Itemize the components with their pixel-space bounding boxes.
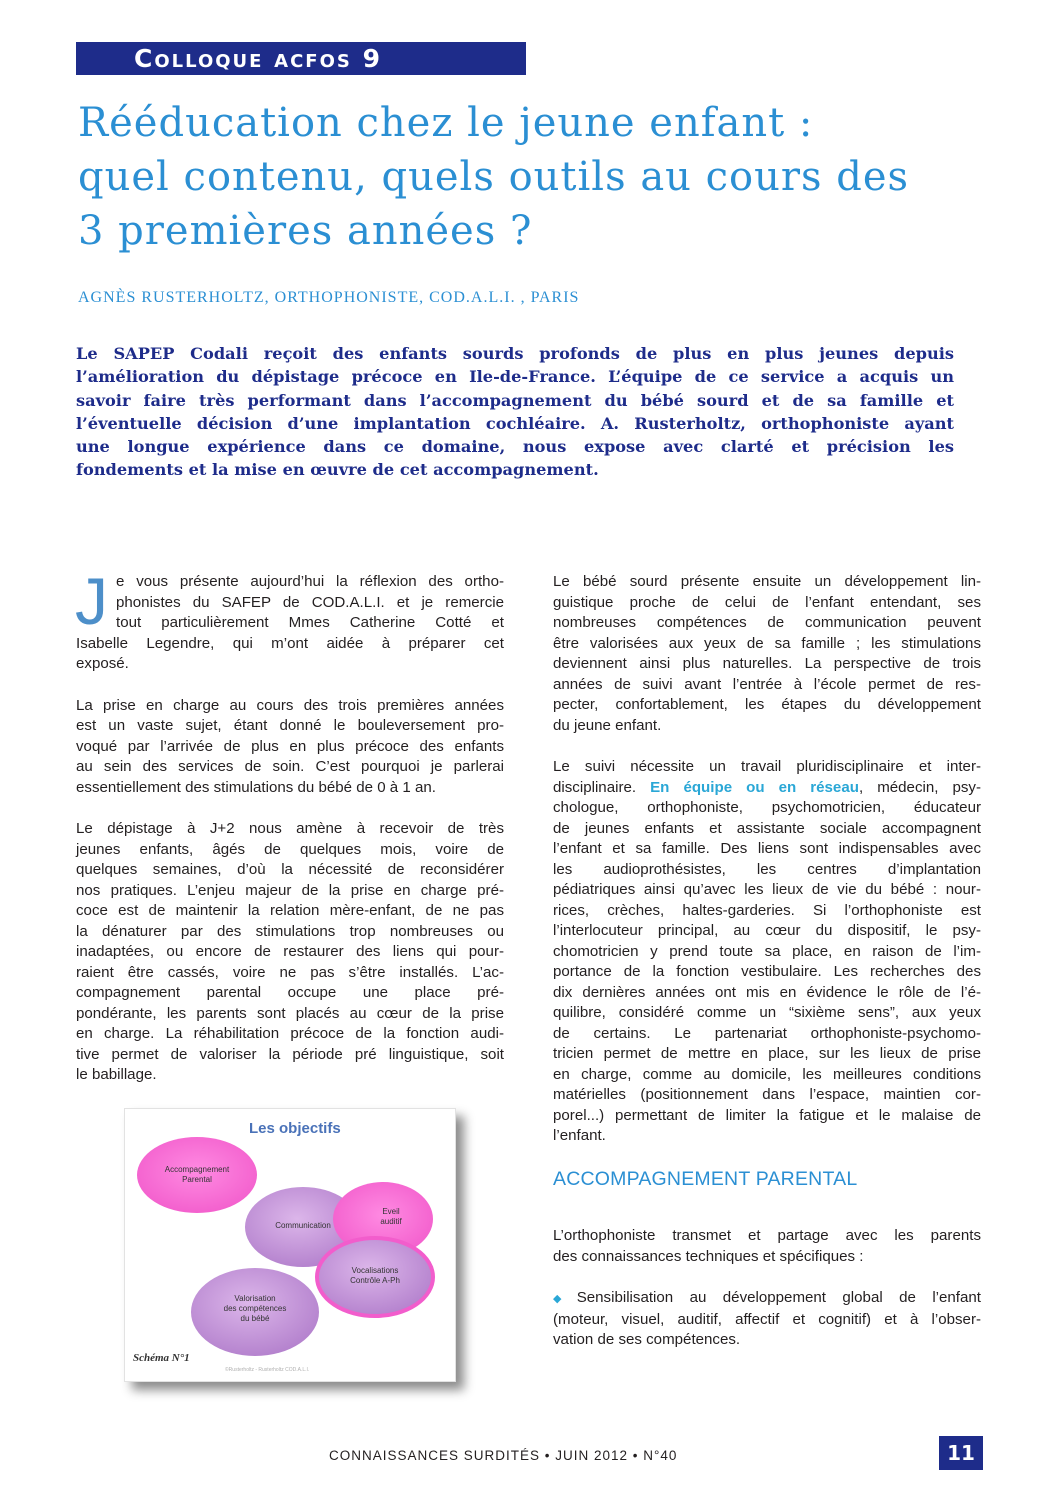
text-line: compagnement parental occupe une place pré- xyxy=(76,984,504,1001)
right-column-lower xyxy=(553,1226,981,1351)
paragraph xyxy=(553,1226,981,1267)
bubble-label: Parental xyxy=(182,1175,212,1184)
paragraph xyxy=(76,819,504,1086)
bubble-label: Vocalisations xyxy=(351,1266,399,1275)
text-line: nombreuses compétences de communication peuvent xyxy=(553,614,981,631)
bubble-label: Accompagnement xyxy=(164,1165,230,1174)
intro-line: l’éventuelle décision d’une implantation cochléaire. A. Rusterholtz, orthophoniste ayant xyxy=(76,413,954,433)
text-line: porel...) permettant de limiter la fatigue et le malaise de xyxy=(553,1106,981,1124)
text-line: Isabelle Legendre, qui m’ont aidée à préparer cet xyxy=(76,634,504,652)
figure-title: Les objectifs xyxy=(249,1120,341,1137)
title-line: 3 premières années ? xyxy=(78,208,533,254)
right-column xyxy=(553,572,981,1147)
objectives-diagram xyxy=(125,1109,455,1381)
article-title xyxy=(78,96,998,258)
text-line xyxy=(553,778,981,799)
text-line: exposé. xyxy=(76,655,129,672)
text-line: deviennent ainsi plus naturelles. La perspective de trois xyxy=(553,655,981,672)
paragraph xyxy=(553,757,981,1147)
text-line: phonistes du SAFEP de COD.A.L.I. et je remercie xyxy=(116,593,504,611)
intro-line: une longue expérience dans ce domaine, nous expose avec clarté et précision les xyxy=(76,437,954,457)
text-line: nos pratiques. L’enjeu majeur de la prise en charge pré- xyxy=(76,881,504,899)
text-line: pondérante, les parents sont placés au cœur de la prise xyxy=(76,1004,504,1022)
text-line: de certains. Le partenariat orthophoniste-psychomo- xyxy=(553,1024,981,1042)
text-line: la dénaturer par des stimulations trop nombreuses ou xyxy=(76,922,504,940)
text-line: années de suivi avant l’entrée à l’école permet de res- xyxy=(553,675,981,693)
text-line: Le dépistage à J+2 nous amène à recevoir de très xyxy=(76,820,504,837)
text-line: (moteur, visuel, auditif, affectif et cognitif) et à l’obser- xyxy=(553,1310,981,1328)
figure-caption: Schéma N°1 xyxy=(133,1352,190,1364)
text-line: du jeune enfant. xyxy=(553,716,662,734)
text-line: l’enfant. xyxy=(553,1127,606,1144)
text-line: pédiatriques ainsi qu’avec les lieux de vie du bébé : nour- xyxy=(553,881,981,898)
text-line: essentiellement des stimulations du bébé de 0 à 1 an. xyxy=(76,778,436,796)
figure-credit: ©Rusterholtz - Rusterholtz COD.A.L.I. xyxy=(225,1367,310,1373)
intro-line: savoir faire très performant dans l’accompagnement du bébé sourd et de sa famille et xyxy=(76,390,954,410)
section-heading: ACCOMPAGNEMENT PARENTAL xyxy=(553,1168,858,1190)
paragraph xyxy=(553,572,981,736)
text-line: dix dernières années ont mis en évidence le rôle de l’é- xyxy=(553,983,981,1001)
intro-line: fondements et la mise en œuvre de cet accompagnement. xyxy=(76,460,599,480)
intro-paragraph xyxy=(76,342,954,482)
text-segment: disciplinaire. xyxy=(553,778,637,796)
text-line: Le suivi nécessite un travail pluridisciplinaire et inter- xyxy=(553,758,981,775)
text-line: portance de la fonction vestibulaire. Les recherches des xyxy=(553,963,981,980)
section-banner xyxy=(76,42,526,75)
text-segment: Sensibilisation au développement global de l’enfant xyxy=(576,1289,981,1306)
text-line xyxy=(553,1288,981,1310)
text-line: guistique proche de celui de l’enfant entendant, ses xyxy=(553,593,981,611)
text-line: est un vaste sujet, étant donné le bouleversement pro- xyxy=(76,717,504,734)
text-line: les audioprothésistes, les centres d’implantation xyxy=(553,860,981,878)
text-line: matérielles (positionnement dans l’espace, maintien cor- xyxy=(553,1086,981,1103)
text-line: tricien permet de mettre en place, sur les lieux de prise xyxy=(553,1045,981,1062)
text-line: au sein des services de soin. C’est pourquoi je parlerai xyxy=(76,758,504,775)
bubble-label: Communication xyxy=(275,1221,331,1230)
text-line: être valorisées aux yeux de sa famille ; les stimulations xyxy=(553,634,981,652)
intro-line: l’amélioration du dépistage précoce en Ile-de-France. L’équipe de ce service a acquis un xyxy=(76,367,954,387)
page-number: 11 xyxy=(939,1436,983,1470)
text-line: coce est de maintenir la relation mère-enfant, de ne pas xyxy=(76,902,504,919)
text-line: des connaissances techniques et spécifiques : xyxy=(553,1247,864,1265)
text-line: raient être cassés, voire ne pas s’être installés. L’ac- xyxy=(76,963,504,981)
text-line: l’enfant et sa famille. Des liens sont indispensables avec xyxy=(553,840,981,857)
text-line: L’orthophoniste transmet et partage avec les parents xyxy=(553,1227,981,1244)
text-line: tive permet de valoriser la période pré linguistique, soit xyxy=(76,1045,504,1063)
text-line: jeunes enfants, âgés de quelques mois, voire de xyxy=(76,840,504,858)
bullet-diamond-icon: ◆ xyxy=(553,1293,574,1305)
title-line: quel contenu, quels outils au cours des xyxy=(78,154,910,200)
text-line: rices, crèches, haltes-garderies. Si l’orthophoniste est xyxy=(553,901,981,919)
text-line: vation de ses compétences. xyxy=(553,1331,741,1348)
text-line: en charge. La réhabilitation précoce de la fonction audi- xyxy=(76,1025,504,1042)
intro-line: Le SAPEP Codali reçoit des enfants sourds profonds de plus en plus jeunes depuis xyxy=(76,344,954,363)
bubble-label: auditif xyxy=(380,1217,402,1226)
text-line: voqué par l’arrivée de plus en plus précoce des enfants xyxy=(76,737,504,755)
text-line: le babillage. xyxy=(76,1066,157,1083)
paragraph xyxy=(76,696,504,799)
text-line: pecter, confortablement, les étapes du développement xyxy=(553,696,981,713)
text-line: e vous présente aujourd’hui la réflexion des ortho- xyxy=(116,573,504,590)
text-line: tout particulièrement Mmes Catherine Cotté et xyxy=(116,614,504,631)
text-line: quilibre, considéré comme un “sixième sens”, aux yeux xyxy=(553,1004,981,1021)
text-line: quelques semaines, d’où la nécessité de reconsidérer xyxy=(76,861,504,878)
objectives-figure xyxy=(124,1108,456,1382)
bubble-label: Eveil xyxy=(382,1207,400,1216)
text-line: La prise en charge au cours des trois premières années xyxy=(76,696,504,714)
bubble-label: du bébé xyxy=(240,1314,270,1323)
text-line: Le bébé sourd présente ensuite un développement lin- xyxy=(553,573,981,590)
text-line: chologue, orthophoniste, psychomotricien, éducateur xyxy=(553,799,981,816)
text-line: de jeunes enfants et assistante sociale accompagnent xyxy=(553,819,981,837)
text-line: l’interlocuteur principal, au cœur du dispositif, le psy- xyxy=(553,922,981,939)
author-byline: AGNÈS RUSTERHOLTZ, ORTHOPHONISTE, COD.A.L.I. , PARIS xyxy=(78,289,580,306)
title-line: Rééducation chez le jeune enfant : xyxy=(78,100,814,146)
text-line: inadaptées, ou encore de restaurer des liens qui pour- xyxy=(76,943,504,960)
text-line: chomotricien y prend toute sa place, en raison de l’im- xyxy=(553,942,981,960)
bubble-label: des compétences xyxy=(223,1304,287,1313)
footer-text: CONNAISSANCES SURDITÉS • JUIN 2012 • N°40 xyxy=(329,1448,678,1463)
bullet-item xyxy=(553,1288,981,1351)
banner-text: Colloque acfos 9 xyxy=(134,44,382,73)
left-column xyxy=(75,564,504,1086)
text-segment: , médecin, psy- xyxy=(858,778,981,796)
paragraph xyxy=(76,572,504,675)
text-line: en charge, comme au domicile, les meilleures conditions xyxy=(553,1065,981,1083)
highlight-text: En équipe ou en réseau xyxy=(650,778,859,796)
bubble-label: Valorisation xyxy=(234,1294,276,1303)
drop-cap: J xyxy=(75,564,108,638)
bubble-label: Contrôle A-Ph xyxy=(350,1276,400,1285)
